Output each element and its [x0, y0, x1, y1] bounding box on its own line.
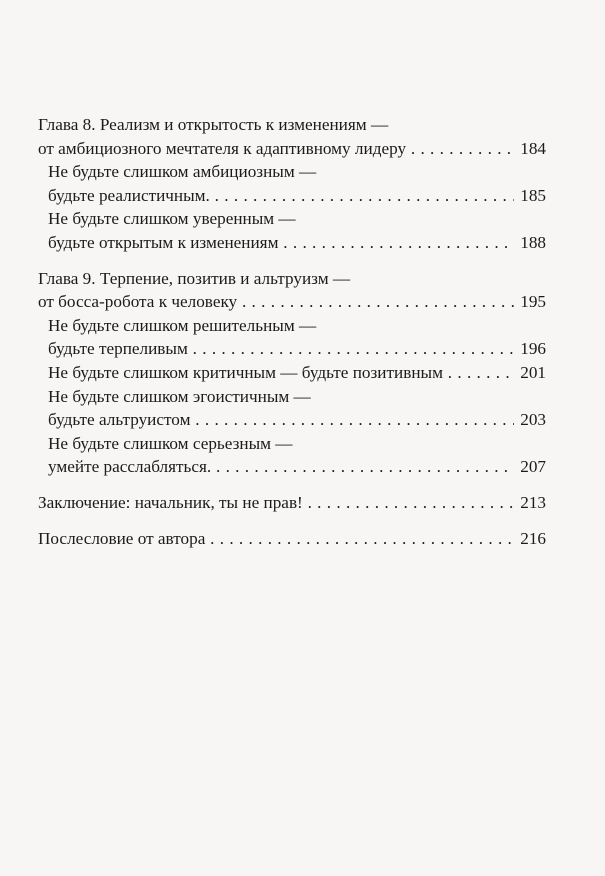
- toc-conclusion: Заключение: начальник, ты не прав! . . . 213: [38, 491, 546, 515]
- toc-entry: Не будьте слишком уверенным —: [48, 209, 296, 229]
- toc-entry: Не будьте слишком амбициозным —: [48, 162, 317, 182]
- toc-chapter-8-subtitle: от амбициозного мечтателя к адаптивному лидеру . . . 184: [38, 137, 546, 161]
- page-number: 184: [514, 137, 546, 161]
- page-number: 196: [514, 337, 546, 361]
- toc-entry: Не будьте слишком эгоистичным —: [48, 386, 311, 406]
- page-number: 185: [514, 184, 546, 208]
- page-number: 195: [514, 290, 546, 314]
- toc-entry-continued: будьте альтруистом . . . 203: [38, 408, 546, 432]
- page-number: 188: [514, 231, 546, 255]
- toc-afterword: Послесловие от автора . . . 216: [38, 527, 546, 551]
- table-of-contents: [38, 113, 546, 550]
- toc-entry: Не будьте слишком критичным — будьте позитивным . . . 201: [38, 361, 546, 385]
- page-number: 201: [514, 361, 546, 385]
- toc-entry-continued: будьте открытым к изменениям . . . 188: [38, 231, 546, 255]
- toc-chapter-8-title: Глава 8. Реализм и открытость к изменениям —: [38, 115, 389, 134]
- page-number: 203: [514, 408, 546, 432]
- page-number: 216: [514, 527, 546, 551]
- toc-entry-continued: будьте терпеливым . . . 196: [38, 337, 546, 361]
- toc-entry: Не будьте слишком серьезным —: [48, 433, 293, 453]
- toc-chapter-9-subtitle: от босса-робота к человеку . . . 195: [38, 290, 546, 314]
- page-number: 213: [514, 491, 546, 515]
- toc-entry-continued: будьте реалистичным. . . . 185: [38, 184, 546, 208]
- toc-chapter-9-title: Глава 9. Терпение, позитив и альтруизм —: [38, 268, 351, 288]
- page-number: 207: [514, 455, 546, 479]
- toc-entry: Не будьте слишком решительным —: [48, 315, 317, 335]
- toc-entry-continued: умейте расслабляться. . . . 207: [38, 455, 546, 479]
